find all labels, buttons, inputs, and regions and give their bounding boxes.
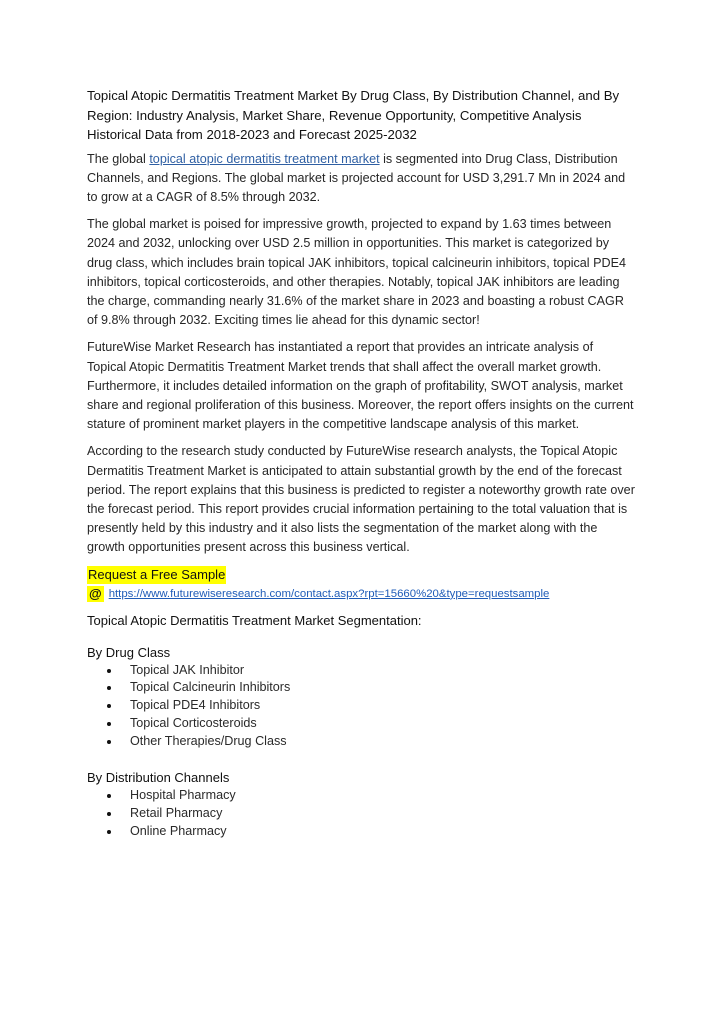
document-content [87, 86, 635, 859]
list-item-label: Topical Calcineurin Inhibitors [130, 680, 291, 695]
bullet-icon [107, 794, 111, 798]
free-sample-block [87, 566, 635, 584]
segmentation-heading: Topical Atopic Dermatitis Treatment Market Segmentation: [87, 612, 422, 628]
list-item [87, 805, 635, 823]
distribution-channels-heading: By Distribution Channels [87, 770, 230, 786]
intro-suffix: is segmented into Drug Class, Distribution Channels, and Regions. The global market is projected account for USD 3,291.7 Mn in 2024 and to grow at a CAGR of 8.5% through 2032. [87, 151, 626, 204]
list-item [87, 823, 635, 841]
bullet-icon [107, 704, 111, 708]
growth-paragraph: The global market is poised for impressive growth, projected to expand by 1.63 times between 2024 and 2032, unlocking over USD 2.5 million in opportunities. This market is categorized by drug class, which includes brain topical JAK inhibitors, topical calcineurin inhibitors, topical PDE4 inhibitors, topical corticosteroids, and other therapies. Notably, topical JAK inhibitors are leading the charge, commanding nearly 31.6% of the market share in 2023 and boasting a robust CAGR of 9.8% through 2032. Exciting times lie ahead for this dynamic sector! [87, 217, 626, 328]
list-item [87, 662, 635, 680]
list-item-label: Other Therapies/Drug Class [130, 734, 287, 749]
request-sample-label: Request a Free Sample [88, 566, 226, 582]
list-item-label: Topical PDE4 Inhibitors [130, 698, 261, 713]
bullet-icon [107, 686, 111, 690]
document-title: Topical Atopic Dermatitis Treatment Market By Drug Class, By Distribution Channel, and By Region: Industry Analysis, Market Share, Revenue Opportunity, Competitive Analysis Historical Data from 2018-2023 and Forecast 2025-2032 [87, 88, 620, 142]
bullet-icon [107, 830, 111, 834]
bullet-icon [107, 669, 111, 673]
sample-url-link[interactable]: https://www.futurewiseresearch.com/contact.aspx?rpt=15660%20&type=requestsample [108, 587, 550, 600]
research-paragraph: According to the research study conducted by FutureWise research analysts, the Topical Atopic Dermatitis Treatment Market is anticipated to attain substantial growth by the end of the forecast period. The report explains that this business is predicted to register a noteworthy growth rate over the forecast period. This report provides crucial information pertaining to the total valuation that is presently held by this industry and it also lists the segmentation of the market along with the growth opportunities present across this business vertical. [87, 444, 635, 555]
list-item-label: Hospital Pharmacy [130, 788, 236, 803]
list-item-label: Retail Pharmacy [130, 806, 223, 820]
sample-url-row [87, 586, 635, 602]
intro-paragraph [87, 150, 635, 208]
list-item-label: Topical Corticosteroids [130, 716, 257, 731]
list-item-label: Topical JAK Inhibitor [130, 662, 245, 677]
at-icon: @ [89, 585, 102, 601]
list-item [87, 733, 635, 751]
list-item [87, 787, 635, 805]
bullet-icon [107, 722, 111, 726]
list-item [87, 715, 635, 733]
intro-prefix: The global [87, 151, 150, 166]
drug-class-heading: By Drug Class [87, 644, 171, 660]
bullet-icon [107, 740, 111, 744]
drug-class-list [87, 662, 635, 752]
list-item [87, 679, 635, 697]
list-item-label: Online Pharmacy [130, 823, 227, 838]
bullet-icon [107, 812, 111, 816]
distribution-channels-list [87, 787, 635, 841]
list-item [87, 697, 635, 715]
report-paragraph: FutureWise Market Research has instantiated a report that provides an intricate analysis of Topical Atopic Dermatitis Treatment Market trends that shall affect the overall market growth. Furthermore, it includes detailed information on the graph of profitability, SWOT analysis, market share and regional proliferation of this business. Moreover, the report offers insights on the current stature of prominent market players in the competitive landscape analysis of this market. [87, 340, 634, 432]
market-link[interactable]: topical atopic dermatitis treatment market [149, 151, 380, 166]
